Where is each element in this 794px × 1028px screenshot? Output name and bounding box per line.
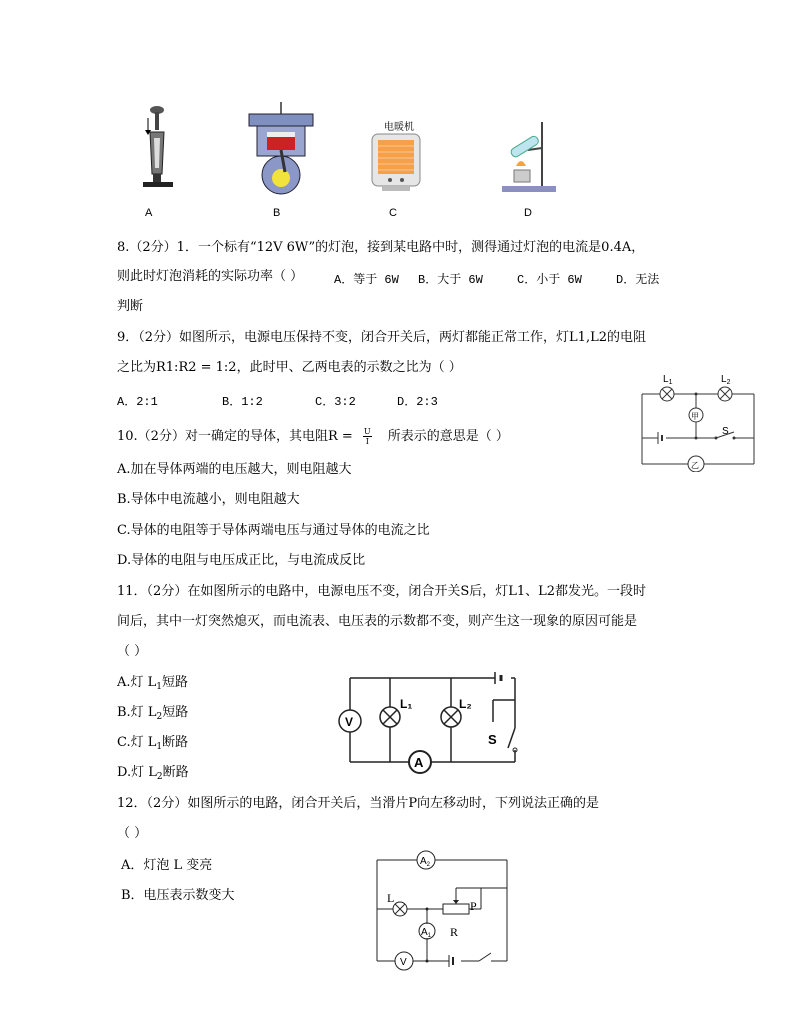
q10-option-b: B.导体中电流越小，则电阻越大 bbox=[117, 492, 300, 507]
q12-line1: 12．（2分）如图所示的电路，闭合开关后，当滑片P向左移动时，下列说法正确的是 bbox=[117, 796, 600, 811]
q12-option-b: B．电压表示数变大 bbox=[121, 888, 235, 903]
q9-option-b: B．1:2 bbox=[222, 395, 263, 409]
q9-line1: 9．（2分）如图所示，电源电压保持不变，闭合开关后，两灯都能正常工作，灯L1,L2的电阻 bbox=[117, 330, 646, 345]
q12-a1-label: $A_1$ bbox=[421, 927, 432, 939]
q9-meter-yi: 乙 bbox=[691, 461, 699, 470]
q8-stem: 则此时灯泡消耗的实际功率（ ） bbox=[117, 269, 304, 284]
q12-line2: （ ） bbox=[117, 826, 148, 841]
q12-circuit-diagram bbox=[365, 846, 515, 972]
figure-label-a: A bbox=[145, 207, 153, 219]
q8-line3: 判断 bbox=[117, 299, 144, 314]
q11-line1: 11．（2分）在如图所示的电路中，电源电压不变，闭合开关S后，灯L1、L2都发光。一段时 bbox=[117, 584, 647, 599]
q9-line2: 之比为R1:R2 = 1:2，此时甲、乙两电表的示数之比为（ ） bbox=[117, 360, 462, 375]
engine-figure bbox=[245, 100, 317, 198]
q12-r-label: R bbox=[450, 925, 459, 939]
q10-frac-den: I bbox=[365, 437, 369, 446]
heater-label: 电暖机 bbox=[384, 122, 414, 133]
q11-circuit-diagram bbox=[330, 670, 530, 774]
q11-l2-label: L₂ bbox=[459, 697, 472, 711]
q10-stem-before: 10.（2分）对一确定的导体，其电阻R = bbox=[117, 429, 353, 444]
heater-figure bbox=[368, 132, 424, 194]
q11-option-d: D.灯 $L_2$断路 bbox=[117, 765, 189, 782]
q12-option-a: A．灯泡 L 变亮 bbox=[121, 858, 213, 873]
q9-circuit-diagram bbox=[636, 364, 760, 472]
tube-heating-figure bbox=[496, 120, 558, 196]
q12-v-label: V bbox=[400, 957, 407, 968]
q10-stem bbox=[117, 427, 509, 446]
figure-label-d: D bbox=[524, 207, 532, 219]
q11-option-b: B.灯 $L_2$短路 bbox=[117, 705, 189, 722]
q8-option-c: C．小于 6W bbox=[517, 273, 582, 287]
q10-fraction bbox=[363, 427, 372, 446]
q10-stem-after: 所表示的意思是（ ） bbox=[387, 429, 509, 444]
q9-label-l2: $L_2$ bbox=[721, 374, 731, 386]
q9-meter-jia: 甲 bbox=[691, 412, 699, 421]
figure-label-c: C bbox=[389, 207, 397, 219]
q9-option-c: C．3:2 bbox=[315, 395, 356, 409]
q12-a2-label: $A_2$ bbox=[420, 856, 431, 868]
q10-option-c: C.导体的电阻等于导体两端电压与通过导体的电流之比 bbox=[117, 523, 430, 538]
q11-voltmeter-label: V bbox=[345, 715, 354, 729]
q12-l-label: L bbox=[387, 891, 395, 905]
q8-line2 bbox=[117, 269, 303, 285]
q10-frac-num: U bbox=[363, 427, 371, 436]
q11-line2: 间后，其中一灯突然熄灭，而电流表、电压表的示数都不变，则产生这一现象的原因可能是 bbox=[117, 614, 638, 629]
q10-option-d: D.导体的电阻与电压成正比，与电流成反比 bbox=[117, 553, 366, 568]
q11-line3: （ ） bbox=[117, 644, 148, 659]
q11-switch-label: S bbox=[488, 732, 497, 747]
figure-label-b: B bbox=[273, 207, 281, 219]
q9-label-l1: $L_1$ bbox=[663, 374, 673, 386]
air-pump-figure bbox=[135, 102, 180, 194]
q11-l1-label: L₁ bbox=[400, 697, 413, 711]
q8-line1: 8.（2分）1．一个标有“12V 6W”的灯泡，接到某电路中时，测得通过灯泡的电流是0.4A， bbox=[117, 240, 645, 255]
q8-option-b: B．大于 6W bbox=[418, 273, 483, 287]
q11-option-a: A.灯 $L_1$短路 bbox=[117, 675, 189, 692]
q9-option-d: D．2:3 bbox=[397, 395, 438, 409]
q8-option-a: A．等于 6W bbox=[334, 273, 399, 287]
q8-option-d: D．无法 bbox=[616, 273, 660, 287]
q10-option-a: A.加在导体两端的电压越大，则电阻越大 bbox=[117, 462, 352, 477]
q11-option-c: C.灯 $L_1$断路 bbox=[117, 735, 189, 752]
q11-ammeter-label: A bbox=[414, 755, 424, 770]
q12-p-label: P bbox=[470, 899, 477, 913]
q9-option-a: A．2:1 bbox=[117, 395, 158, 409]
q9-switch-label: S bbox=[722, 426, 729, 437]
